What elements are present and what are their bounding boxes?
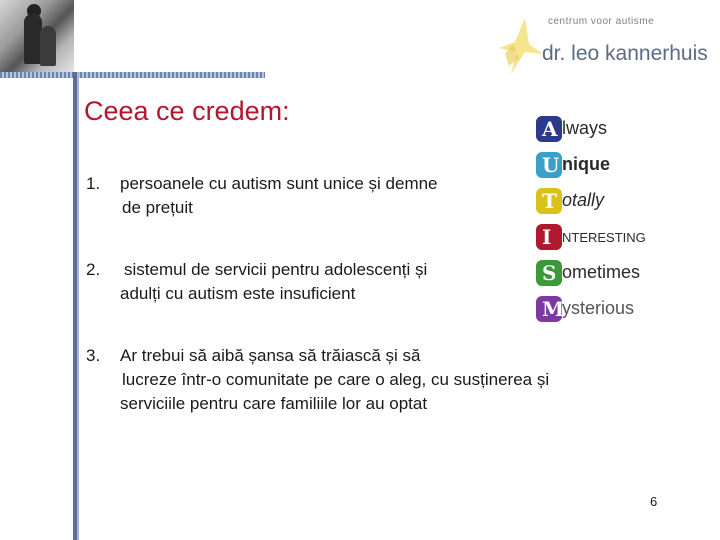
acronym-row xyxy=(532,186,657,216)
acronym-row xyxy=(532,258,657,288)
list-text: lucreze într-o comunitate pe care o aleg, cu susținerea și xyxy=(122,370,550,389)
acronym-row xyxy=(532,294,657,324)
list-text: Ar trebui să aibă șansa să trăiască și să xyxy=(120,346,421,365)
logo-subtitle: centrum voor autisme xyxy=(548,16,655,27)
left-accent-bar-light xyxy=(77,72,79,540)
list-text: adulți cu autism este insuficient xyxy=(120,284,356,303)
list-text: sistemul de servicii pentru adolescenți și xyxy=(124,260,428,279)
acronym-letter: M xyxy=(542,297,565,321)
acronym-letter: A xyxy=(542,117,558,141)
list-item xyxy=(86,258,427,306)
photo-figure-second xyxy=(40,26,56,66)
logo-name: dr. leo kannerhuis xyxy=(542,42,708,65)
autism-acronym-graphic xyxy=(532,114,657,329)
acronym-row xyxy=(532,114,657,144)
acronym-letter: S xyxy=(542,261,557,285)
list-text: persoanele cu autism sunt unice și demne xyxy=(120,174,438,193)
acronym-word: ometimes xyxy=(562,262,641,282)
acronym-row xyxy=(532,150,657,180)
acronym-row xyxy=(532,222,657,252)
acronym-letter: I xyxy=(542,225,552,249)
acronym-word: nique xyxy=(562,154,610,174)
list-number: 3. xyxy=(86,346,101,365)
acronym-word: ysterious xyxy=(562,298,635,318)
acronym-letter: U xyxy=(542,153,560,177)
page-number: 6 xyxy=(650,494,658,509)
acronym-word: NTERESTING xyxy=(562,230,646,245)
acronym-word: lways xyxy=(562,118,608,138)
list-text: de prețuit xyxy=(122,198,193,217)
acronym-letter: T xyxy=(542,189,557,213)
list-text: serviciile pentru care familiile lor au optat xyxy=(120,394,428,413)
list-number: 2. xyxy=(86,260,101,279)
header-photo xyxy=(0,0,74,72)
list-item xyxy=(86,172,438,220)
top-divider xyxy=(0,72,265,78)
acronym-word: otally xyxy=(562,190,605,210)
list-number: 1. xyxy=(86,174,101,193)
list-item xyxy=(86,344,549,416)
slide-title: Ceea ce credem: xyxy=(84,96,290,126)
